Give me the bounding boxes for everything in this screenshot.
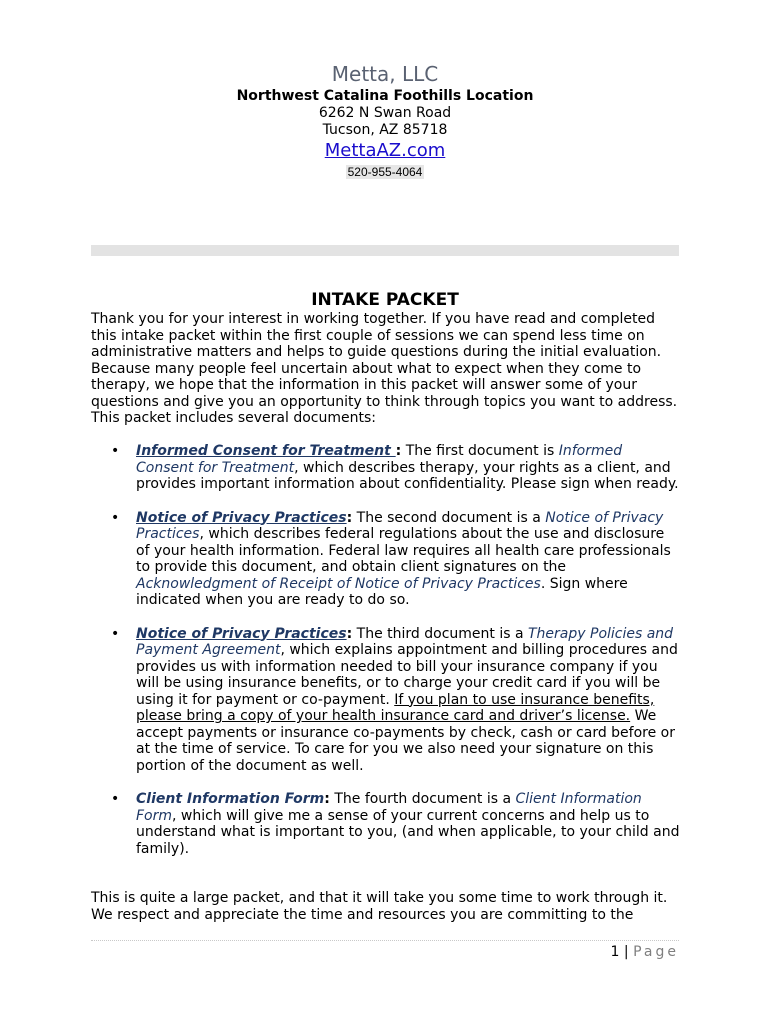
item-text: The fourth document is a — [329, 791, 516, 807]
item-colon: : — [346, 509, 353, 526]
item-text: , which describes federal regulations about the use and disclosure of your health information. Federal law requires all health care professionals to provide this document, and obtain client signatures on the — [136, 526, 671, 575]
company-name: Metta, LLC — [331, 62, 439, 86]
page-footer — [611, 943, 679, 961]
bullet-icon: • — [111, 443, 120, 459]
item-emphasis: Notice of Privacy Practices — [136, 509, 664, 542]
list-item-privacy-notice — [91, 510, 681, 609]
privacy-practices-link-2[interactable]: Notice of Privacy Practices — [136, 625, 347, 642]
item-colon: : — [324, 791, 330, 807]
item-emphasis: Informed Consent for Treatment — [136, 443, 623, 476]
list-item-informed-consent — [91, 443, 681, 493]
letterhead — [0, 60, 770, 180]
intro-paragraph: Thank you for your interest in working together. If you have read and completed this intake packet within the first couple of sessions we can spend less time on administrative matters and helps to guide questions during the initial evaluation. Because many people feel uncertain about what to expect when they come to therapy, we hope that the information in this packet will answer some of your questions and give you an opportunity to think through topics you want to address. This packet includes several documents: — [91, 311, 678, 426]
page-title: INTAKE PACKET — [311, 290, 459, 310]
closing-paragraph: This is quite a large packet, and that it will take you some time to work through it. We respect and appreciate the time and resources you are committing to the — [91, 890, 668, 923]
item-text: , which describes therapy, your rights as a client, and provides important information about confidentiality. Please sign when ready. — [136, 459, 679, 492]
item-colon: : — [346, 625, 353, 642]
bullet-icon: • — [111, 791, 120, 807]
item-emphasis: Therapy Policies and Payment Agreement — [136, 625, 674, 658]
item-text: . Sign where indicated when you are ready to do so. — [136, 575, 628, 608]
item-text: The second document is a — [352, 509, 546, 526]
header-divider — [91, 245, 679, 256]
page-number: 1 — [610, 944, 620, 960]
item-text: , which will give me a sense of your current concerns and help us to understand what is important to you, (and when applicable, to your child and family). — [136, 807, 680, 857]
location-name: Northwest Catalina Foothills Location — [236, 88, 534, 104]
item-text: The first document is — [401, 443, 559, 459]
page-separator: | — [619, 944, 634, 960]
privacy-notice-link[interactable]: Notice of Privacy Practices — [136, 509, 347, 526]
item-text: The third document is a — [352, 625, 528, 642]
website-link[interactable]: MettaAZ.com — [324, 140, 446, 161]
item-text: , which explains appointment and billing procedures and provides us with information needed to bill your insurance company if you will be using insurance benefits, or to charge your credit card if you will be using it for payment or co-payment. — [136, 642, 678, 708]
item-emphasis: Client Information Form — [136, 791, 642, 824]
bullet-icon: • — [111, 625, 120, 642]
document-list — [91, 443, 681, 874]
page-label: Page — [633, 944, 679, 960]
item-text: We accept payments or insurance co-payments by check, cash or card before or at the time of service. To care for you we also need your signature on this portion of the document as well. — [136, 708, 675, 774]
insurance-note: If you plan to use insurance benefits, please bring a copy of your health insurance card and driver’s license. — [136, 691, 655, 724]
item-emphasis: Acknowledgment of Receipt of Notice of Privacy Practices — [136, 575, 541, 592]
bullet-icon: • — [111, 509, 120, 526]
client-info-heading: Client Information Form — [136, 791, 325, 807]
list-item-payment-agreement — [91, 626, 681, 775]
list-item-client-information — [91, 791, 681, 857]
footer-divider — [91, 940, 679, 941]
address-line-2: Tucson, AZ 85718 — [322, 122, 448, 138]
item-colon: : — [395, 443, 402, 459]
phone-number: 520-955-4064 — [347, 165, 423, 179]
address-line-1: 6262 N Swan Road — [318, 105, 452, 121]
informed-consent-link[interactable]: Informed Consent for Treatment — [136, 443, 396, 459]
